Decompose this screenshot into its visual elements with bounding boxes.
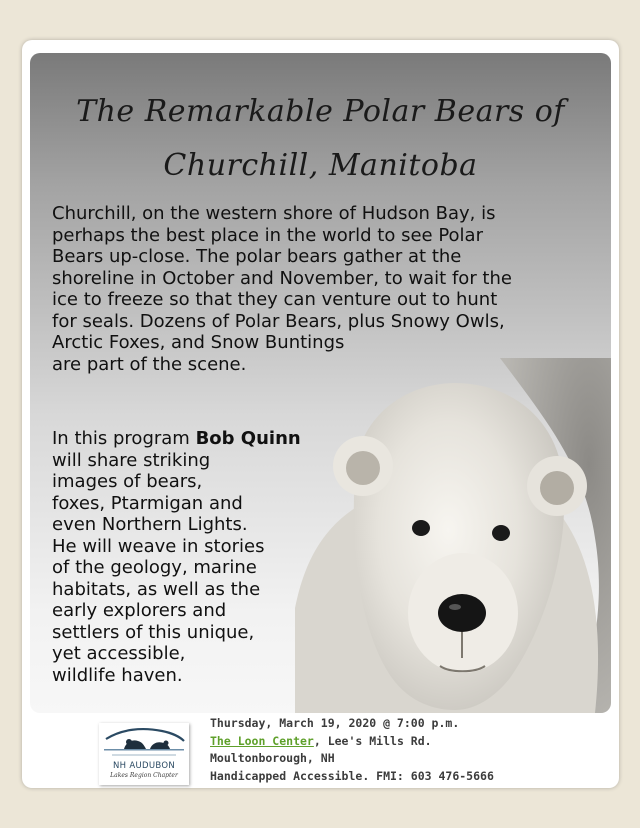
intro-line: ice to freeze so that they can venture out to hunt: [52, 289, 498, 310]
title-line-2: Churchill, Manitoba: [163, 148, 478, 183]
intro-line: Bears up-close. The polar bears gather at the: [52, 246, 462, 267]
title-line-1: The Remarkable Polar Bears of: [76, 94, 565, 129]
intro-line: shoreline in October and November, to wait for the: [52, 267, 512, 289]
intro-paragraph: [52, 203, 592, 375]
intro-line: are part of the scene.: [52, 353, 247, 375]
logo-chapter: Lakes Region Chapter: [110, 772, 178, 779]
loon-logo-icon: [102, 725, 186, 761]
program-line: images of bears,: [52, 471, 203, 492]
intro-line: for seals. Dozens of Polar Bears, plus Snowy Owls,: [52, 310, 505, 332]
program-line: [52, 428, 352, 450]
program-line: foxes, Ptarmigan and: [52, 492, 243, 514]
intro-line: Churchill, on the western shore of Hudson Bay, is: [52, 203, 496, 224]
venue-link[interactable]: The Loon Center: [210, 733, 314, 748]
program-line: habitats, as well as the: [52, 578, 261, 600]
event-details: [210, 715, 610, 785]
intro-line: Arctic Foxes, and Snow Buntings: [52, 332, 345, 353]
program-line: wildlife haven.: [52, 664, 183, 686]
program-line: settlers of this unique,: [52, 621, 255, 643]
event-accessibility: Handicapped Accessible. FMI: 603 476-5666: [210, 768, 494, 783]
flyer-title: [30, 85, 611, 193]
program-line: He will weave in stories: [52, 535, 265, 557]
flyer-card: [22, 40, 619, 788]
event-venue-line: [210, 733, 610, 751]
program-line: early explorers and: [52, 600, 227, 621]
nh-audubon-logo: [99, 723, 189, 785]
intro-line: perhaps the best place in the world to see Polar: [52, 224, 483, 246]
logo-org-name: NH AUDUBON: [113, 761, 175, 771]
program-prefix: In this program: [52, 428, 196, 449]
event-date-time: Thursday, March 19, 2020 @ 7:00 p.m.: [210, 716, 460, 730]
program-line: of the geology, marine: [52, 557, 257, 578]
program-line: even Northern Lights.: [52, 514, 248, 535]
program-paragraph: [52, 428, 352, 686]
venue-address: , Lee's Mills Rd.: [313, 733, 432, 748]
gradient-panel: [30, 53, 611, 713]
program-line: yet accessible,: [52, 643, 186, 664]
speaker-name: Bob Quinn: [195, 428, 301, 449]
program-line: will share striking: [52, 449, 211, 471]
event-town: Moultonborough, NH: [210, 751, 335, 765]
